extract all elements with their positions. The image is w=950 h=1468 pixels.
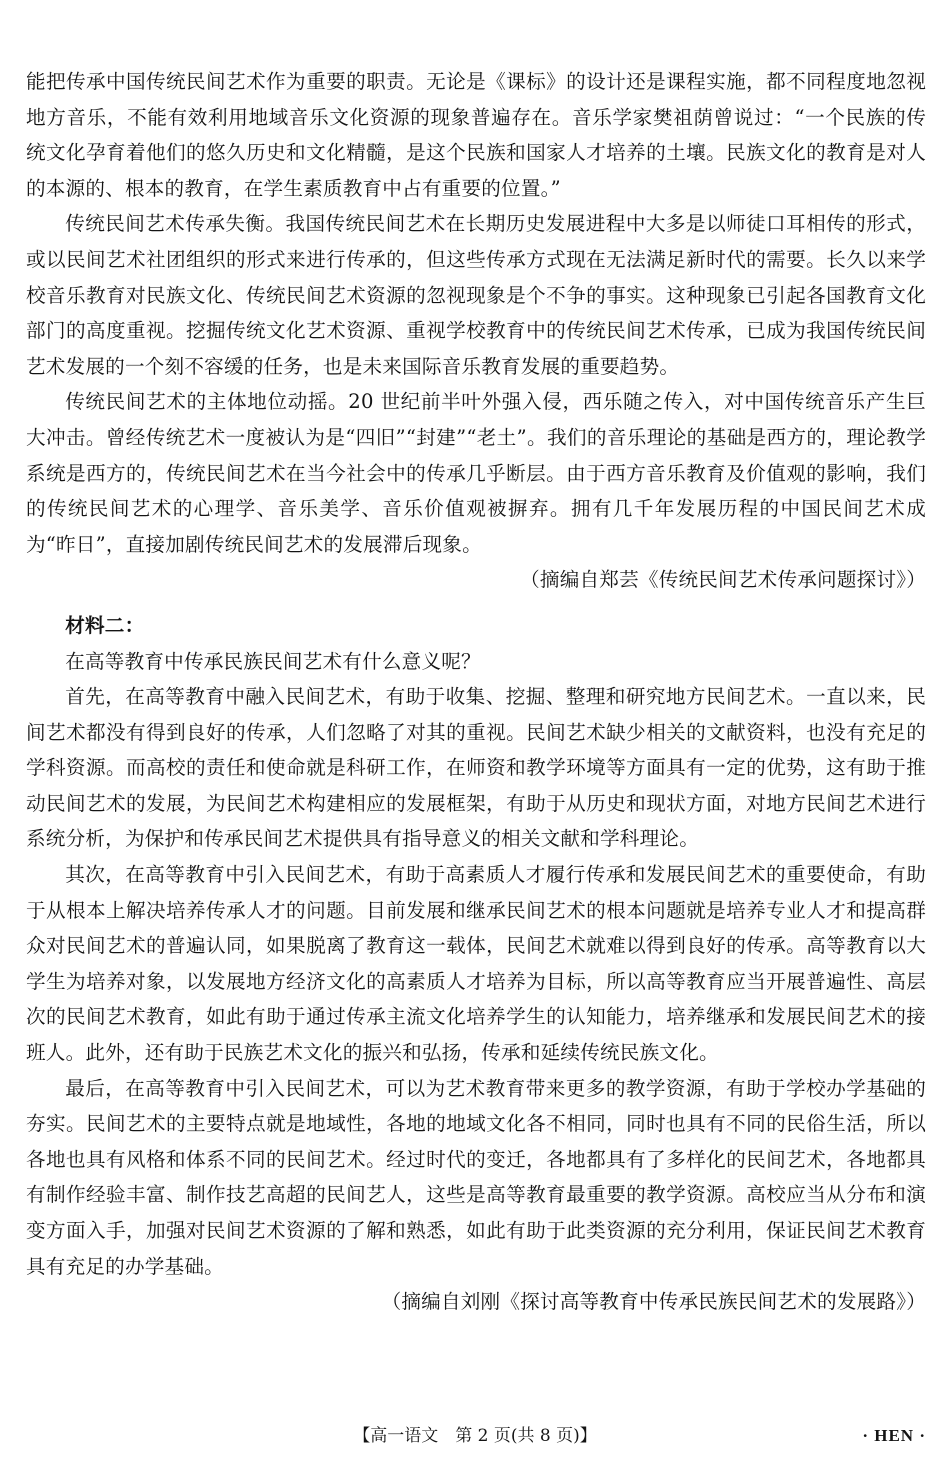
paragraph: 最后，在高等教育中引入民间艺术，可以为艺术教育带来更多的教学资源，有助于学校办学基础的夯实。民间艺术的主要特点就是地域性，各地的地域文化各不相同，同时也具有不同的民俗生活，所以各地也具有风格和体系不同的民间艺术。经过时代的变迁，各地都具有了多样化的民间艺术，各地都具有制作经验丰富、制作技艺高超的民间艺人，这些是高等教育最重要的教学资源。高校应当从分布和演变方面入手，加强对民间艺术资源的了解和熟悉，如此有助于此类资源的充分利用，保证民间艺术教育具有充足的办学基础。: [26, 1076, 926, 1278]
paragraph: 传统民间艺术的主体地位动摇。20 世纪前半叶外强入侵，西乐随之传入，对中国传统音乐产生巨大冲击。曾经传统艺术一度被认为是“四旧”“封建”“老土”。我们的音乐理论的基础是西方的，理论教学系统是西方的，传统民间艺术在当今社会中的传承几乎断层。由于西方音乐教育及价值观的影响，我们的传统民间艺术的心理学、音乐美学、音乐价值观被摒弃。拥有几千年发展历程的中国民间艺术成为“昨日”，直接加剧传统民间艺术的发展滞后现象。: [26, 390, 926, 556]
paragraph: 其次，在高等教育中引入民间艺术，有助于高素质人才履行传承和发展民间艺术的重要使命，有助于从根本上解决培养传承人才的问题。目前发展和继承民间艺术的根本问题就是培养专业人才和提高群众对民间艺术的普遍认同，如果脱离了教育这一载体，民间艺术就难以得到良好的传承。高等教育以大学生为培养对象，以发展地方经济文化的高素质人才培养为目标，所以高等教育应当开展普遍性、高层次的民间艺术教育，如此有助于通过传承主流文化培养学生的认知能力，培养继承和发展民间艺术的接班人。此外，还有助于民族艺术文化的振兴和弘扬，传承和延续传统民族文化。: [26, 863, 926, 1065]
page-number-label: 【高一语文 第 2 页(共 8 页)】: [353, 1426, 597, 1446]
source-citation: （摘编自刘刚《探讨高等教育中传承民族民间艺术的发展路》）: [381, 1290, 926, 1314]
paragraph: 在高等教育中传承民族民间艺术有什么意义呢？: [65, 649, 481, 673]
paragraph: 首先，在高等教育中融入民间艺术，有助于收集、挖掘、整理和研究地方民间艺术。一直以来，民间艺术都没有得到良好的传承，人们忽略了对其的重视。民间艺术缺少相关的文献资料，也没有充足的学科资源。而高校的责任和使命就是科研工作，在师资和教学环境等方面具有一定的优势，这有助于推动民间艺术的发展，为民间艺术构建相应的发展框架，有助于从历史和现状方面，对地方民间艺术进行系统分析，为保护和传承民间艺术提供具有指导意义的相关文献和学科理论。: [26, 685, 926, 851]
paragraph: 传统民间艺术传承失衡。我国传统民间艺术在长期历史发展进程中大多是以师徒口耳相传的形式，或以民间艺术社团组织的形式来进行传承的，但这些传承方式现在无法满足新时代的需要。长久以来学校音乐教育对民族文化、传统民间艺术资源的忽视现象是个不争的事实。这种现象已引起各国教育文化部门的高度重视。挖掘传统文化艺术资源、重视学校教育中的传统民间艺术传承，已成为我国传统民间艺术发展的一个刻不容缓的任务，也是未来国际音乐教育发展的重要趋势。: [26, 212, 926, 378]
source-citation: （摘编自郑芸《传统民间艺术传承问题探讨》）: [520, 568, 926, 592]
body-text: [26, 64, 926, 1326]
section-heading: 材料二：: [65, 613, 145, 637]
paragraph: 能把传承中国传统民间艺术作为重要的职责。无论是《课标》的设计还是课程实施，都不同程度地忽视地方音乐，不能有效利用地域音乐文化资源的现象普遍存在。音乐学家樊祖荫曾说过：“一个民族的传统文化孕育着他们的悠久历史和文化精髓，是这个民族和国家人才培养的土壤。民族文化的教育是对人的本源的、根本的教育，在学生素质教育中占有重要的位置。”: [26, 70, 926, 200]
page-footer: [0, 1418, 950, 1454]
exam-code: · HEN ·: [862, 1426, 926, 1445]
